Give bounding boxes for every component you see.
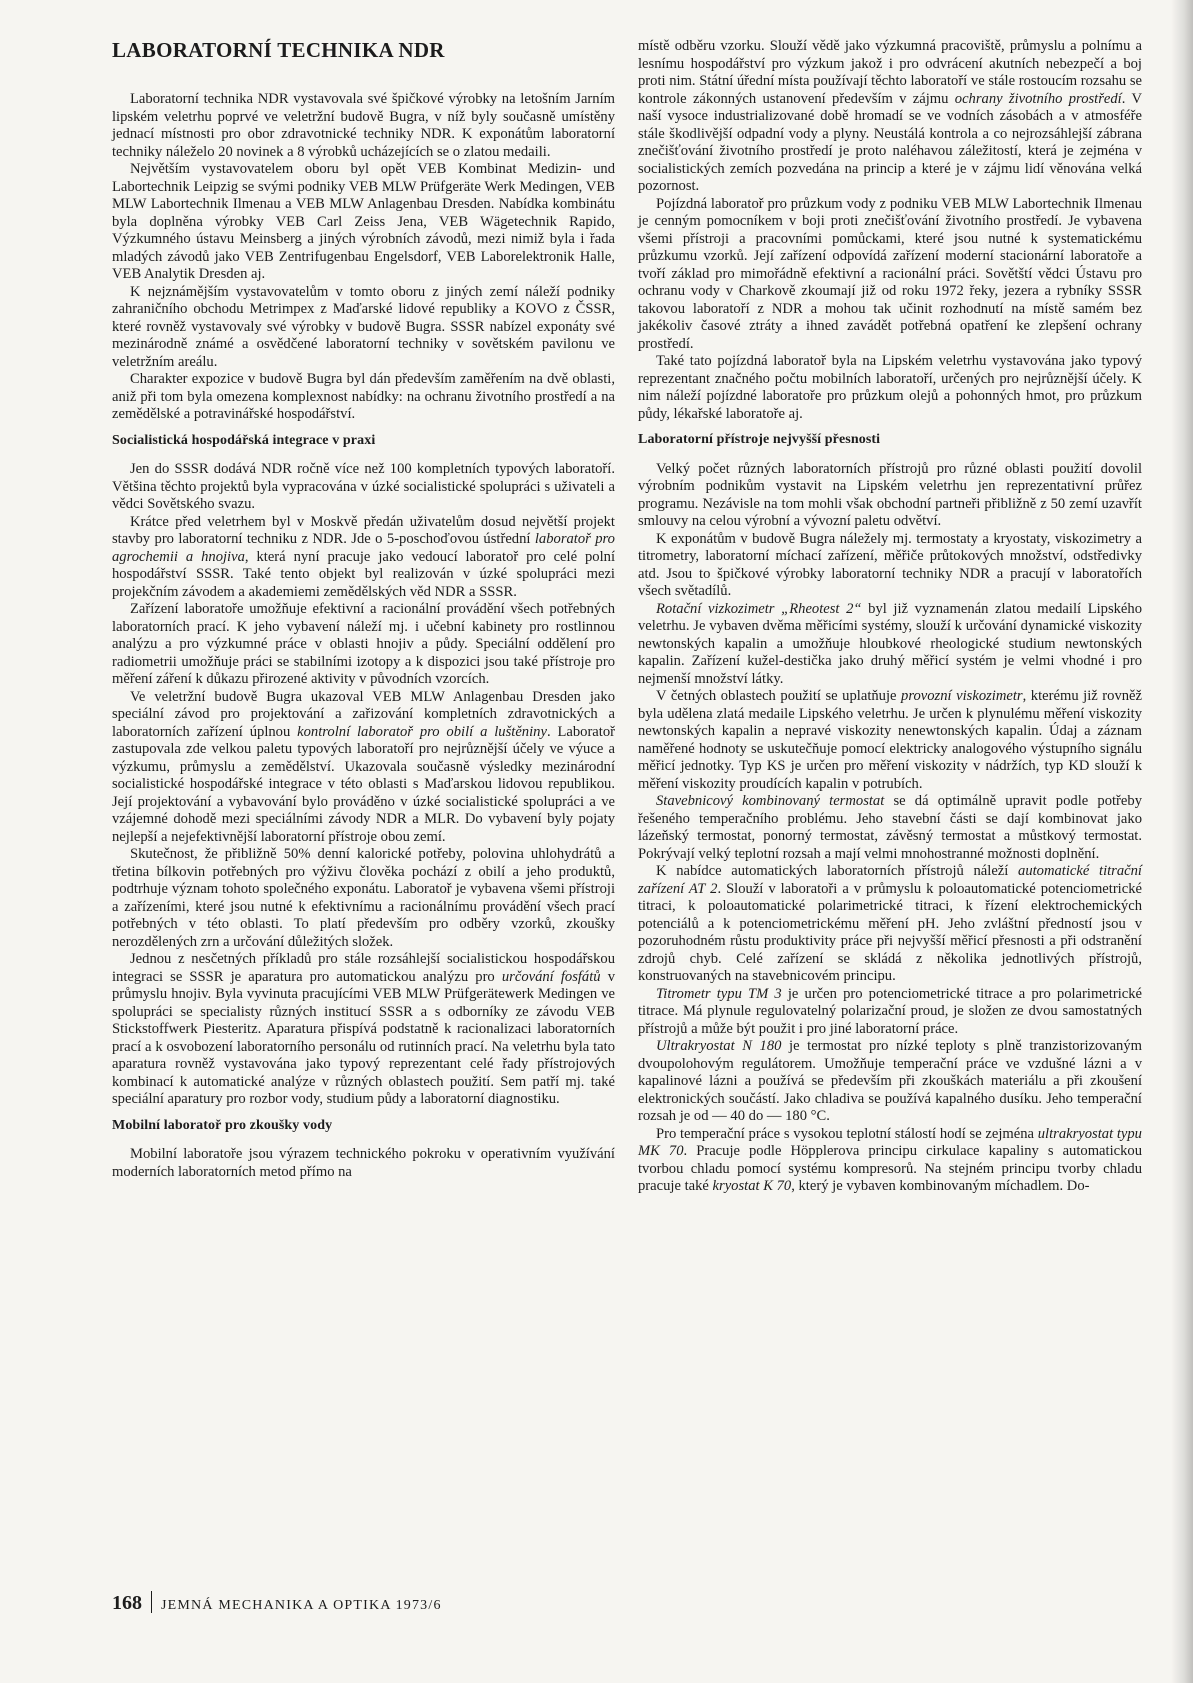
text-run: Krátce před veletrhem byl v Moskvě předán uživatelům dosud největší projekt stavby pro laboratorní techniku z NDR. Jde o 5-poschoďovou ústřední bbox=[112, 513, 615, 547]
text-run: je termostat pro nízké teploty s plně tranzistorizovaným dvoupolohovým regulátorem. Umožňuje temperační práce ve vzdušné lázni a v kapalinové lázni a používá se především při zkouškách materiálu a při zkoušení elektronických součástí. Jako chladiva se používá kapalného dusíku. Jeho temperační rozsah je od — 40 do — 180 °C. bbox=[638, 1038, 1142, 1124]
text-run: Jednou z nesčetných příkladů pro stále rozsáhlejší socialistickou hospodářskou integraci se SSSR je aparatura pro automatickou analýzu pro bbox=[112, 951, 615, 985]
paragraph bbox=[638, 1038, 1142, 1126]
paragraph bbox=[112, 689, 615, 847]
page-footer bbox=[112, 1591, 442, 1615]
footer-divider bbox=[151, 1591, 152, 1613]
section-heading: Laboratorní přístroje nejvyšší přesnosti bbox=[638, 432, 881, 447]
text-run: místě odběru vzorku. Slouží vědě jako výzkumná pracoviště, průmyslu a polnímu a lesnímu hospodářství pro výzkum jakož i pro odvrácení akutních nebezpečí a boj proti nim. Státní úřední místa používají těchto laboratoří ve stále rostoucím rozsahu se kontrole zákonných ustanovení především v zájmu bbox=[638, 38, 1142, 107]
emphasis: určování fosfátů bbox=[501, 968, 601, 985]
paragraph: Charakter expozice v budově Bugra byl dán především zaměřením na dvě oblasti, aniž při tom byla omezena komplexnost nabídky: na ochranu životního prostředí a na zemědělské a potravinářské hospodářství. bbox=[112, 371, 615, 422]
text-run: . Laboratoř zastupovala zde velkou paletu typových laboratoří pro nejrůznější účely ve výuce a výzkumu, průmyslu a zemědělství. Ukazovala současně výsledky mezinárodní socialistické hospodářské integrace v této oblasti s Maďarskou lidovou republikou. Její projektování a vybavování bylo prováděno v úzké socialistické spolupráci a ve vzájemné dohodě mezi speciálními závody NDR a MLR. Do vybavení byly pojaty nejlepší a nejefektivnější laboratorní přístroje obou zemí. bbox=[112, 723, 615, 845]
paragraph bbox=[638, 986, 1142, 1039]
emphasis: provozní viskozimetr bbox=[901, 688, 1023, 704]
section-heading: Socialistická hospodářská integrace v praxi bbox=[112, 432, 376, 448]
paragraph: Skutečnost, že přibližně 50% denní kalorické potřeby, polovina uhlohydrátů a třetina bílkovin potřebných pro výživu člověka pochází z obilí a jeho produktů, podtrhuje význam tohoto společného exponátu. Laboratoř je vybavena všemi přístroji a zařízeními, které jsou nutné k efektivnímu a racionálnímu provádění všech prací potřebných v této oblasti. To platí především pro odběry vzorků, zkoušky nerozdělených zrn a určování důležitých složek. bbox=[112, 846, 615, 950]
text-run: je určen pro potenciometrické titrace a pro polarimetrické titrace. Má plynule regulovatelný polarizační proud, je složen ze dvou samostatných přístrojů a může být použit i pro jiné laboratorní práce. bbox=[638, 985, 1142, 1037]
paragraph: Největším vystavovatelem oboru byl opět VEB Kombinat Medizin- und Labortechnik Leipzig se svými podniky VEB MLW Prüfgeräte Werk Medingen, VEB MLW Labortechnik Ilmenau a VEB MLW Anlagenbau Dresden. Nabídka kombinátu byla doplněna výrobky VEB Carl Zeiss Jena, VEB Wägetechnik Rapido, Výzkumného ústavu Meinsberg a jiných výrobních závodů, mezi nimiž byla i řada mladých závodů jako VEB Zentrifugenbau Engelsdorf, VEB Laborelektronik Halle, VEB Analytik Dresden aj. bbox=[112, 161, 615, 282]
emphasis: ochrany životního prostředí bbox=[954, 90, 1122, 107]
text-run: . V naší vysoce industrializované době hromadí se ve vodních zásobách a v atmosféře stále škodlivější odpadní vody a plyny. Neustálá kontrola a co nejrozsáhlejší zábrana znečišťování životního prostředí je proto naléhavou záležitostí, která je zejména v socialistických zemích pozvedána na princip a které je v zájmu lidí věnována velká pozornost. bbox=[638, 90, 1142, 194]
page-edge-shadow bbox=[1171, 0, 1193, 1683]
emphasis: Titrometr typu TM 3 bbox=[656, 985, 782, 1002]
paragraph bbox=[638, 863, 1142, 986]
text-run: Ve veletržní budově Bugra ukazoval VEB MLW Anlagenbau Dresden jako speciální závod pro projektování a zařizování kompletních zdravotnických a laboratorních zařízení úplnou bbox=[112, 688, 615, 740]
text-run: . Pracuje podle Höpplerova principu cirkulace kapaliny s automatickou tvorbou chladu pomocí systému kompresorů. Na stejném principu tvorby chladu pracuje také bbox=[638, 1143, 1142, 1194]
emphasis: Rotační vizkozimetr „Rheotest 2“ bbox=[656, 600, 862, 617]
paragraph: Velký počet různých laboratorních přístrojů pro různé oblasti použití dovolil výrobním podnikům vystavit na Lipském veletrhu jen reprezentativní průřez programu. Nezávisle na tom mohli však obchodní partneři přibližně z 50 zemí uzavřít smlouvy na celou výrobní a vývozní paletu odvětví. bbox=[638, 460, 1142, 529]
paragraph bbox=[638, 1126, 1142, 1196]
paragraph: K exponátům v budově Bugra náležely mj. termostaty a kryostaty, viskozimetry a titrometry, laboratorní míchací zařízení, měřiče průtokových množství, odstředivky atd. Jsou to špičkové výrobky laboratorní techniky NDR a pracují v laboratořích všech světadílů. bbox=[638, 530, 1142, 599]
paragraph bbox=[112, 514, 615, 602]
text-run: Pro temperační práce s vysokou teplotní stálostí hodí se zejména bbox=[656, 1125, 1038, 1142]
journal-name: JEMNÁ MECHANIKA A OPTIKA 1973/6 bbox=[161, 1598, 442, 1613]
paragraph: Jen do SSSR dodává NDR ročně více než 100 kompletních typových laboratoří. Většina těchto projektů byla vypracována v úzké socialistické spolupráci s uživateli a vědci Sovětského svazu. bbox=[112, 461, 615, 512]
article-title: LABORATORNÍ TECHNIKA NDR bbox=[112, 38, 445, 62]
emphasis: Ultrakryostat N 180 bbox=[656, 1038, 782, 1054]
emphasis: Stavebnicový kombinovaný termostat bbox=[656, 793, 885, 809]
text-run: , kterému již rovněž byla udělena zlatá medaile Lipského veletrhu. Je určen k plynulému měření viskozity newtonských kapalin a nepravé viskozity nenewtonských kapalin. Údaj a záznam naměřené hodnoty se uskutečňuje pomocí elektricky analogového výstupního signálu měřicí jednotky. Typ KS je určen pro měření viskozity v nádržích, typ KD slouží k měření viskozity proudících kapalin v potrubích. bbox=[638, 688, 1143, 792]
paragraph: Pojízdná laboratoř pro průzkum vody z podniku VEB MLW Labortechnik Ilmenau je cenným pomocníkem v boji proti znečišťování životního prostředí. Je vybavena všemi přístroji a pracovními pomůckami, které jsou nutné k systematickému průzkumu vzorků. Její zařízení odpovídá zařízení moderní stacionární laboratoře a tvoří základ pro mimořádně efektivní a racionální práci. Sovětští vědci Ústavu pro ochranu vody v Charkově zkoumají již od roku 1972 řeky, jezera a rybníky SSSR takovou laboratoří z NDR a mohou tak učinit rozhodnutí na místě samém bez jakékoliv časové ztráty a ihned zavádět potřebná opatření ke zlepšení ochrany prostředí. bbox=[638, 195, 1142, 352]
paragraph bbox=[638, 601, 1142, 689]
text-run: se dá optimálně upravit podle potřeby řešeného temperačního problému. Jeho stavební části se dají kombinovat jako lázeňský termostat, ponorný termostat, závěsný termostat a můstkový termostat. Pokrývají velký teplotní rozsah a mají velmi mnohostranné možnosti doplnění. bbox=[638, 793, 1142, 862]
paragraph bbox=[638, 688, 1142, 793]
text-run: v průmyslu hnojiv. Byla vyvinuta pracujícími VEB MLW Prüfgerätewerk Medingen ve spolupráci se specialisty různých institucí SSSR a s odborníky ze závodu VEB Stickstoffwerk Piesteritz. Aparatura přispívá podstatně k racionalizaci laboratorních prací a k osvobození laboratorního personálu od rutinních prací. Na veletrhu byla tato aparatura rovněž vystavována jako typový reprezentant celé řady přístrojových kombinací k automatické analýze v různých oblastech použití. Sem patří mj. také speciální aparatury pro rozbor vody, studium půdy a laboratorní diagnostiku. bbox=[112, 968, 616, 1107]
text-run: V četných oblastech použití se uplatňuje bbox=[656, 688, 902, 704]
emphasis: automatické titrační zařízení AT 2 bbox=[638, 863, 1142, 897]
page-number: 168 bbox=[112, 1592, 142, 1614]
emphasis: laboratoř pro agrochemii a hnojiva bbox=[112, 531, 615, 565]
text-run: K nabídce automatických laboratorních přístrojů náleží bbox=[656, 863, 1019, 879]
emphasis: kryostat K 70 bbox=[712, 1178, 792, 1194]
paragraph: Laboratorní technika NDR vystavovala své špičkové výrobky na letošním Jarním lipském veletrhu poprvé ve veletržní budově Bugra, v níž byly současně umístěny jednací místnosti pro obor zdravotnické techniky NDR. K exponátům laboratorní techniky náleželo 20 novinek a 8 výrobků ucházejících se o zlatou medaili. bbox=[112, 91, 615, 160]
emphasis: kontrolní laboratoř pro obilí a luštěniny bbox=[297, 723, 547, 740]
text-run: . Slouží v laboratoři a v průmyslu k poloautomatické potenciometrické titraci, k poloautomatické polarimetrické titraci, k řízení elektrochemických potenciálů a k potenciometrickému měření pH. Jeho zvláštní předností jsou v pozoruhodném růstu produktivity práce při nejvyšší měřicí přesnosti a při odstranění zdrojů chyb. Celé zařízení se skládá z několika jednotlivých přístrojů, konstruovaných na stavebnicovém principu. bbox=[638, 880, 1142, 984]
text-run: , který je vybaven kombinovaným míchadlem. Do- bbox=[791, 1178, 1090, 1194]
paragraph: Zařízení laboratoře umožňuje efektivní a racionální provádění všech potřebných laboratorních prací. K jeho vybavení náleží mj. i učební kabinety pro rostlinnou analýzu a pro výzkumné práce v oblasti hnojiv a půdy. Speciální oddělení pro radiometrii umožňuje práci se stabilními izotopy a k dispozici jsou také přístroje pro měření záření k důkazu přirozené aktivity v původních vzorcích. bbox=[112, 601, 615, 687]
paragraph bbox=[638, 793, 1142, 863]
paragraph: Také tato pojízdná laboratoř byla na Lipském veletrhu vystavována jako typový reprezentant značného počtu mobilních laboratoří, určených pro nejrůznější účely. K nim náleží pojízdné laboratoře pro průzkum olejů a pohonných hmot, pro průzkum půdy, lékařské laboratoře aj. bbox=[638, 353, 1142, 422]
section-heading: Mobilní laboratoř pro zkoušky vody bbox=[112, 1117, 333, 1133]
paragraph: Mobilní laboratoře jsou výrazem technického pokroku v operativním využívání moderních laboratorních metod přímo na bbox=[112, 1146, 615, 1180]
emphasis: ultrakryostat typu MK 70 bbox=[638, 1125, 1142, 1159]
paragraph bbox=[638, 38, 1142, 196]
paragraph: K nejznámějším vystavovatelům v tomto oboru z jiných zemí náleží podniky zahraničního obchodu Metrimpex z Maďarské lidové republiky a KOVO z ČSSR, které rovněž vystavovaly své výrobky v budově Bugra. SSSR nabízel exponáty své mezinárodně známé a osvědčené laboratorní techniky v sovětském pavilonu ve veletržním areálu. bbox=[112, 283, 615, 370]
text-run: , která nyní pracuje jako vedoucí laboratoř pro celé polní hospodářství SSSR. Také tento objekt byl realizován v úzké spolupráci mezi projekčním závodem a akademiemi zemědělských věd NDR a SSSR. bbox=[112, 548, 615, 600]
text-run: byl již vyznamenán zlatou medailí Lipského veletrhu. Je vybaven dvěma měřicími systémy, slouží k určování dynamické viskozity newtonských kapalin a umožňuje hloubkové rheologické studium newtonských kapalin. Zařízení kužel-destička jako druhý měřicí systém je velmi vhodné i pro nejmenší množství látky. bbox=[638, 600, 1143, 687]
paragraph bbox=[112, 951, 615, 1109]
